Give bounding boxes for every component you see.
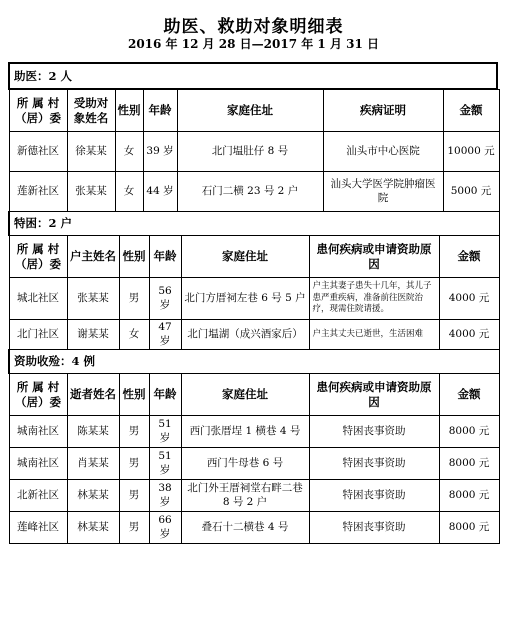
col-header-address: 家庭住址 [181, 374, 309, 416]
cell-amount: 8000 元 [439, 448, 499, 480]
cell-reason: 户主其妻子患失十几年，其儿子患严重疾病，准备前往医院治疗，现需住院请援。 [309, 278, 439, 320]
cell-name: 张某某 [67, 278, 119, 320]
col-header-community: 所 属 村（居）委 [9, 90, 67, 132]
section-heading: 资助收殓：4 例 [9, 350, 499, 374]
section-heading: 特困：2 户 [9, 212, 499, 236]
cell-name: 谢某某 [67, 320, 119, 350]
cell-age: 39 岁 [143, 132, 177, 172]
cell-age: 51 岁 [149, 416, 181, 448]
col-header-name: 户主姓名 [67, 236, 119, 278]
cell-amount: 8000 元 [439, 512, 499, 544]
col-header-name: 逝者姓名 [67, 374, 119, 416]
cell-community: 城南社区 [9, 448, 67, 480]
col-header-age: 年龄 [149, 374, 181, 416]
cell-community: 莲峰社区 [9, 512, 67, 544]
page-title: 助医、救助对象明细表 [163, 17, 344, 37]
cell-address: 北门塭湖（成兴酒家后） [181, 320, 309, 350]
cell-proof: 汕头市中心医院 [323, 132, 443, 172]
cell-reason: 特困丧事资助 [309, 416, 439, 448]
section-heading: 助医：2 人 [9, 63, 497, 89]
section2-table [9, 236, 499, 544]
cell-amount: 10000 元 [443, 132, 499, 172]
cell-gender: 男 [119, 416, 149, 448]
col-header-amount: 金额 [439, 374, 499, 416]
cell-address: 北门塭肚仔 8 号 [177, 132, 323, 172]
table-header-row [9, 374, 499, 416]
cell-address: 叠石十二横巷 4 号 [181, 512, 309, 544]
cell-community: 莲新社区 [9, 172, 67, 212]
cell-reason: 特困丧事资助 [309, 480, 439, 512]
cell-name: 林某某 [67, 480, 119, 512]
cell-reason: 特困丧事资助 [309, 448, 439, 480]
cell-address: 北门方厝祠左巷 6 号 5 户 [181, 278, 309, 320]
col-header-reason: 患何疾病或申请资助原因 [309, 374, 439, 416]
cell-age: 56 岁 [149, 278, 181, 320]
cell-amount: 8000 元 [439, 416, 499, 448]
cell-age: 51 岁 [149, 448, 181, 480]
table-row [9, 172, 499, 212]
table-row [9, 480, 499, 512]
cell-age: 44 岁 [143, 172, 177, 212]
col-header-age: 年龄 [149, 236, 181, 278]
cell-name: 肖某某 [67, 448, 119, 480]
cell-gender: 男 [119, 448, 149, 480]
cell-address: 石门二横 23 号 2 户 [177, 172, 323, 212]
table-row [9, 512, 499, 544]
cell-gender: 女 [115, 132, 143, 172]
col-header-address: 家庭住址 [181, 236, 309, 278]
col-header-gender: 性别 [115, 90, 143, 132]
section1-table [9, 90, 499, 236]
cell-gender: 女 [115, 172, 143, 212]
col-header-reason: 患何疾病或申请资助原因 [309, 236, 439, 278]
col-header-age: 年龄 [143, 90, 177, 132]
cell-name: 张某某 [67, 172, 115, 212]
cell-gender: 女 [119, 320, 149, 350]
col-header-amount: 金额 [443, 90, 499, 132]
cell-amount: 4000 元 [439, 278, 499, 320]
col-header-amount: 金额 [439, 236, 499, 278]
cell-address: 西门张厝埕 1 横巷 4 号 [181, 416, 309, 448]
detail-table [8, 62, 498, 544]
cell-community: 城南社区 [9, 416, 67, 448]
cell-age: 47 岁 [149, 320, 181, 350]
cell-community: 新德社区 [9, 132, 67, 172]
cell-address: 北门外王厝祠堂右畔二巷 8 号 2 户 [181, 480, 309, 512]
cell-name: 林某某 [67, 512, 119, 544]
cell-amount: 4000 元 [439, 320, 499, 350]
col-header-address: 家庭住址 [177, 90, 323, 132]
table-row [9, 448, 499, 480]
cell-age: 66 岁 [149, 512, 181, 544]
cell-gender: 男 [119, 512, 149, 544]
cell-community: 北新社区 [9, 480, 67, 512]
cell-amount: 5000 元 [443, 172, 499, 212]
cell-reason: 特困丧事资助 [309, 512, 439, 544]
cell-amount: 8000 元 [439, 480, 499, 512]
col-header-gender: 性别 [119, 374, 149, 416]
table-header-row [9, 236, 499, 278]
cell-address: 西门牛母巷 6 号 [181, 448, 309, 480]
table-row [9, 320, 499, 350]
col-header-proof: 疾病证明 [323, 90, 443, 132]
cell-name: 陈某某 [67, 416, 119, 448]
cell-community: 北门社区 [9, 320, 67, 350]
section-assist-medical [9, 63, 497, 89]
date-range: 2016 年 12 月 28 日—2017 年 1 月 31 日 [127, 37, 380, 51]
col-header-community: 所 属 村（居）委 [9, 236, 67, 278]
col-header-community: 所 属 村（居）委 [9, 374, 67, 416]
col-header-gender: 性别 [119, 236, 149, 278]
cell-proof: 汕头大学医学院肿瘤医院 [323, 172, 443, 212]
col-header-name: 受助对象姓名 [67, 90, 115, 132]
cell-gender: 男 [119, 278, 149, 320]
cell-age: 38 岁 [149, 480, 181, 512]
table-row [9, 132, 499, 172]
cell-name: 徐某某 [67, 132, 115, 172]
cell-community: 城北社区 [9, 278, 67, 320]
cell-gender: 男 [119, 480, 149, 512]
table-row [9, 416, 499, 448]
table-header-row [9, 90, 499, 132]
table-row [9, 278, 499, 320]
cell-reason: 户主其丈夫已逝世，生活困难 [309, 320, 439, 350]
